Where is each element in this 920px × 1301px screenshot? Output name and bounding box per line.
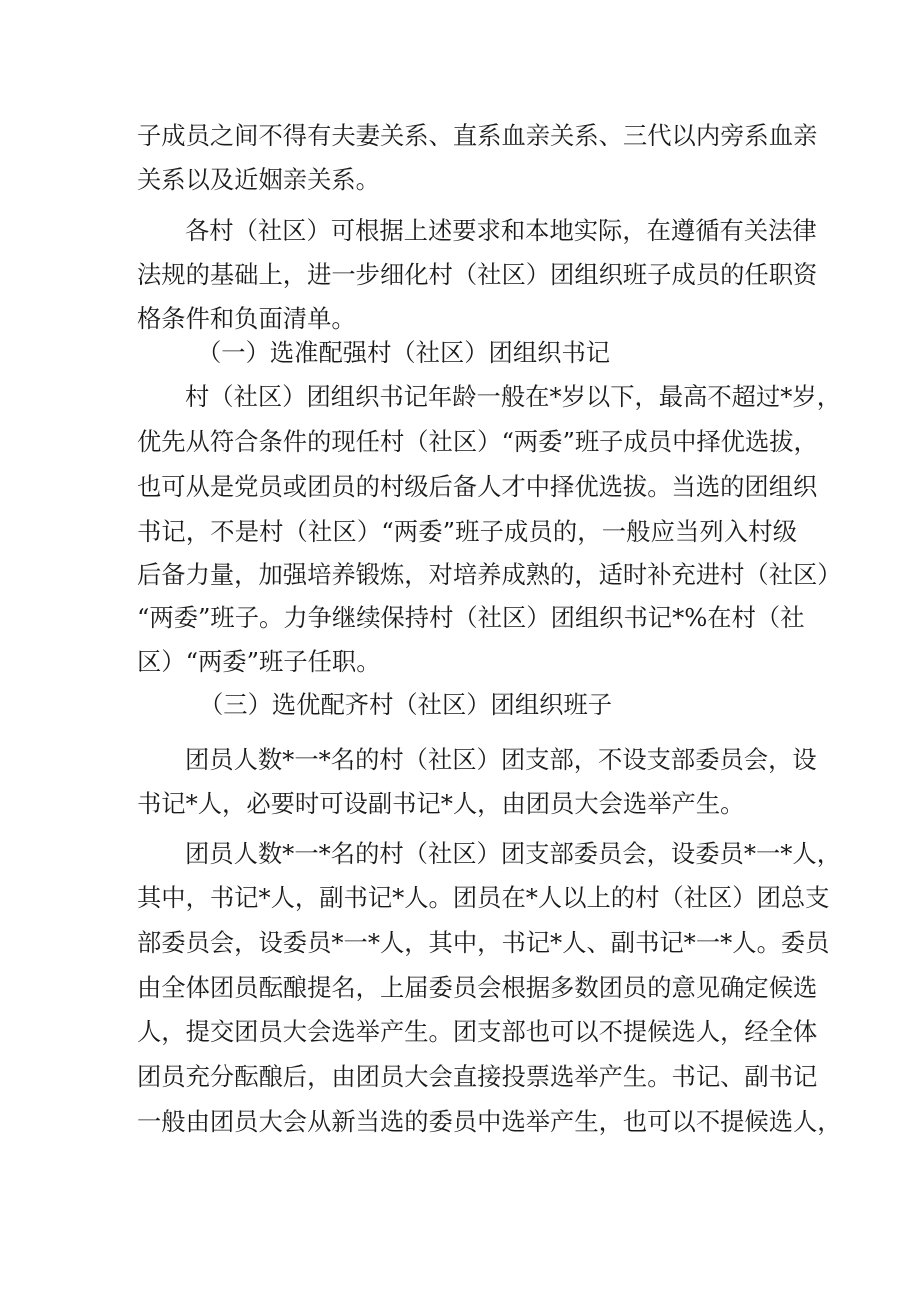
text-line: 也可从是党员或团员的村级后备人才中择优选拔。当选的团组织: [137, 472, 818, 501]
text-line: 优先从符合条件的现任村（社区）“两委”班子成员中择优选拔，: [137, 427, 818, 456]
text-line: 人，提交团员大会选举产生。团支部也可以不提候选人，经全体: [137, 1017, 818, 1046]
text-line: 格条件和负面清单。: [137, 304, 356, 333]
text-line: 书记，不是村（社区）“两委”班子成员的，一般应当列入村级: [137, 517, 797, 546]
text-line: 关系以及近姻亲关系。: [137, 165, 380, 194]
text-line: 子成员之间不得有夫妻关系、直系血亲关系、三代以内旁系血亲: [137, 121, 818, 150]
section-heading: （一）选准配强村（社区）团组织书记: [197, 338, 611, 367]
text-line: 由全体团员酝酿提名，上届委员会根据多数团员的意见确定候选: [137, 973, 818, 1002]
text-line: 部委员会，设委员*一*人，其中，书记*人、副书记*一*人。委员: [137, 928, 830, 957]
text-line: 书记*人，必要时可设副书记*人，由团员大会选举产生。: [137, 789, 745, 818]
text-line: 一般由团员大会从新当选的委员中选举产生，也可以不提候选人，: [137, 1107, 842, 1136]
text-line: 其中，书记*人，副书记*人。团员在*人以上的村（社区）团总支: [137, 883, 830, 912]
text-line: 团员充分酝酿后，由团员大会直接投票选举产生。书记、副书记: [137, 1062, 818, 1091]
text-line: 团员人数*一*名的村（社区）团支部委员会，设委员*一*人，: [185, 839, 842, 868]
text-line: 村（社区）团组织书记年龄一般在*岁以下，最高不超过*岁，: [185, 382, 842, 411]
text-line: 团员人数*一*名的村（社区）团支部，不设支部委员会，设: [185, 745, 817, 774]
section-heading: （三）选优配齐村（社区）团组织班子: [199, 690, 613, 719]
text-line: 法规的基础上，进一步细化村（社区）团组织班子成员的任职资: [137, 260, 818, 289]
text-line: 区）“两委”班子任职。: [137, 647, 381, 676]
text-line: 后备力量，加强培养锻炼，对培养成熟的，适时补充进村（社区）: [137, 560, 842, 589]
text-line: “两委”班子。力争继续保持村（社区）团组织书记*%在村（社: [137, 603, 805, 632]
text-line: 各村（社区）可根据上述要求和本地实际，在遵循有关法律: [185, 216, 817, 245]
